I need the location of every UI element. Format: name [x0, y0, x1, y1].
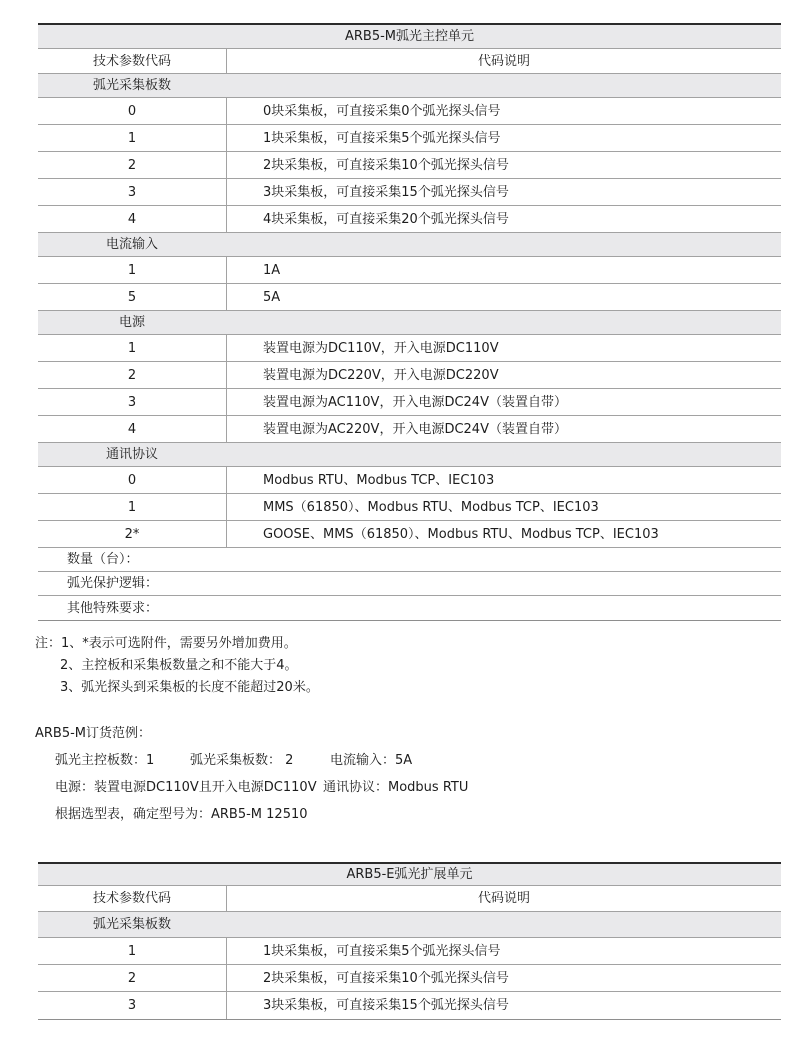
description-cell: 装置电源为DC110V，开入电源DC110V — [226, 335, 781, 361]
section-header-label: 通讯协议 — [105, 447, 158, 462]
example-power-supply: 电源：装置电源DC110V且开入电源DC110V — [55, 780, 317, 795]
section-header-row — [38, 443, 781, 467]
section-header-label: 弧光采集板数 — [92, 78, 171, 93]
description-cell: 3块采集板，可直接采集15个弧光探头信号 — [226, 992, 781, 1019]
code-cell: 1 — [127, 499, 137, 515]
code-cell: 2 — [127, 367, 137, 383]
description-cell: 1块采集板，可直接采集5个弧光探头信号 — [226, 938, 781, 964]
note-item-2: 2、主控板和采集板数量之和不能大于4。 — [60, 658, 298, 673]
table-row — [38, 284, 781, 311]
description-cell: 5A — [226, 284, 781, 310]
table-row — [38, 416, 781, 443]
description-cell: 2块采集板，可直接采集10个弧光探头信号 — [226, 965, 781, 991]
section-header-row — [38, 912, 781, 938]
code-cell: 1 — [127, 130, 137, 146]
description-cell: 装置电源为DC220V，开入电源DC220V — [226, 362, 781, 388]
ordering-example-line-2 — [55, 774, 800, 801]
table-row — [38, 152, 781, 179]
code-cell: 0 — [127, 103, 137, 119]
code-cell: 4 — [127, 211, 137, 227]
table-row — [38, 362, 781, 389]
code-cell: 4 — [127, 421, 137, 437]
arb5-m-selection-table — [38, 23, 781, 621]
section-header-label: 弧光采集板数 — [92, 917, 171, 932]
section-header-label: 电源 — [118, 315, 145, 330]
table-row — [38, 992, 781, 1019]
note-item-3: 3、弧光探头到采集板的长度不能超过20米。 — [60, 680, 319, 695]
code-cell: 2 — [127, 970, 137, 986]
code-cell: 2 — [127, 157, 137, 173]
ordering-example-block — [0, 720, 800, 828]
ordering-example-title: ARB5-M订货范例： — [35, 726, 152, 741]
note-item-1: 1、*表示可选附件，需要另外增加费用。 — [61, 636, 297, 651]
table-title: ARB5-E弧光扩展单元 — [346, 867, 473, 882]
description-cell: 装置电源为AC110V，开入电源DC24V（装置自带） — [226, 389, 781, 415]
code-cell: 3 — [127, 184, 137, 200]
description-cell: GOOSE、MMS（61850）、Modbus RTU、Modbus TCP、IEC103 — [226, 521, 781, 547]
table-row — [38, 179, 781, 206]
fill-in-label: 弧光保护逻辑： — [67, 576, 159, 591]
code-cell: 0 — [127, 472, 137, 488]
code-cell: 1 — [127, 262, 137, 278]
table-row — [38, 335, 781, 362]
fill-in-label: 其他特殊要求： — [67, 600, 159, 616]
code-cell: 1 — [127, 340, 137, 356]
code-cell: 3 — [127, 998, 137, 1013]
table-title-row — [38, 864, 781, 886]
arb5-e-selection-table — [38, 862, 781, 1020]
ordering-example-line-3 — [55, 801, 800, 828]
table-row — [38, 965, 781, 992]
example-current-input: 电流输入：5A — [330, 753, 413, 768]
description-cell: 装置电源为AC220V，开入电源DC24V（装置自带） — [226, 416, 781, 442]
notes-block — [0, 633, 800, 699]
section-header-row — [38, 233, 781, 257]
col-header-param-code: 技术参数代码 — [92, 891, 171, 906]
example-protocol: 通讯协议：Modbus RTU — [323, 780, 469, 795]
fill-in-row — [38, 572, 781, 596]
column-header-row — [38, 886, 781, 912]
table-title: ARB5-M弧光主控单元 — [344, 29, 475, 44]
description-cell: 4块采集板，可直接采集20个弧光探头信号 — [226, 206, 781, 232]
description-cell: MMS（61850）、Modbus RTU、Modbus TCP、IEC103 — [226, 494, 781, 520]
note-line-1 — [35, 633, 800, 655]
table-row — [38, 938, 781, 965]
section-header-row — [38, 311, 781, 335]
code-cell: 5 — [127, 289, 137, 305]
example-collection-board-count: 弧光采集板数： 2 — [190, 753, 294, 768]
col-header-code-description: 代码说明 — [226, 49, 781, 73]
table-title-row — [38, 25, 781, 49]
fill-in-row — [38, 596, 781, 620]
section-header-row — [38, 74, 781, 98]
table-row — [38, 521, 781, 548]
note-prefix: 注： — [35, 636, 62, 651]
table-row — [38, 257, 781, 284]
table-row — [38, 125, 781, 152]
table-row — [38, 467, 781, 494]
table-row — [38, 389, 781, 416]
col-header-code-description: 代码说明 — [226, 886, 781, 911]
fill-in-label: 数量（台）： — [67, 552, 139, 567]
table-row — [38, 494, 781, 521]
example-model-result: 根据选型表，确定型号为：ARB5-M 12510 — [55, 807, 308, 822]
description-cell: 1块采集板，可直接采集5个弧光探头信号 — [226, 125, 781, 151]
table-row — [38, 98, 781, 125]
table-row — [38, 206, 781, 233]
example-main-board-count: 弧光主控板数：1 — [55, 753, 155, 768]
code-cell: 1 — [127, 943, 137, 959]
description-cell: Modbus RTU、Modbus TCP、IEC103 — [226, 467, 781, 493]
ordering-example-line-1 — [55, 747, 800, 774]
column-header-row — [38, 49, 781, 74]
code-cell: 2* — [124, 526, 140, 542]
col-header-param-code: 技术参数代码 — [92, 53, 171, 69]
description-cell: 1A — [226, 257, 781, 283]
description-cell: 2块采集板，可直接采集10个弧光探头信号 — [226, 152, 781, 178]
description-cell: 0块采集板，可直接采集0个弧光探头信号 — [226, 98, 781, 124]
code-cell: 3 — [127, 394, 137, 410]
section-header-label: 电流输入 — [105, 237, 158, 252]
description-cell: 3块采集板，可直接采集15个弧光探头信号 — [226, 179, 781, 205]
fill-in-row — [38, 548, 781, 572]
